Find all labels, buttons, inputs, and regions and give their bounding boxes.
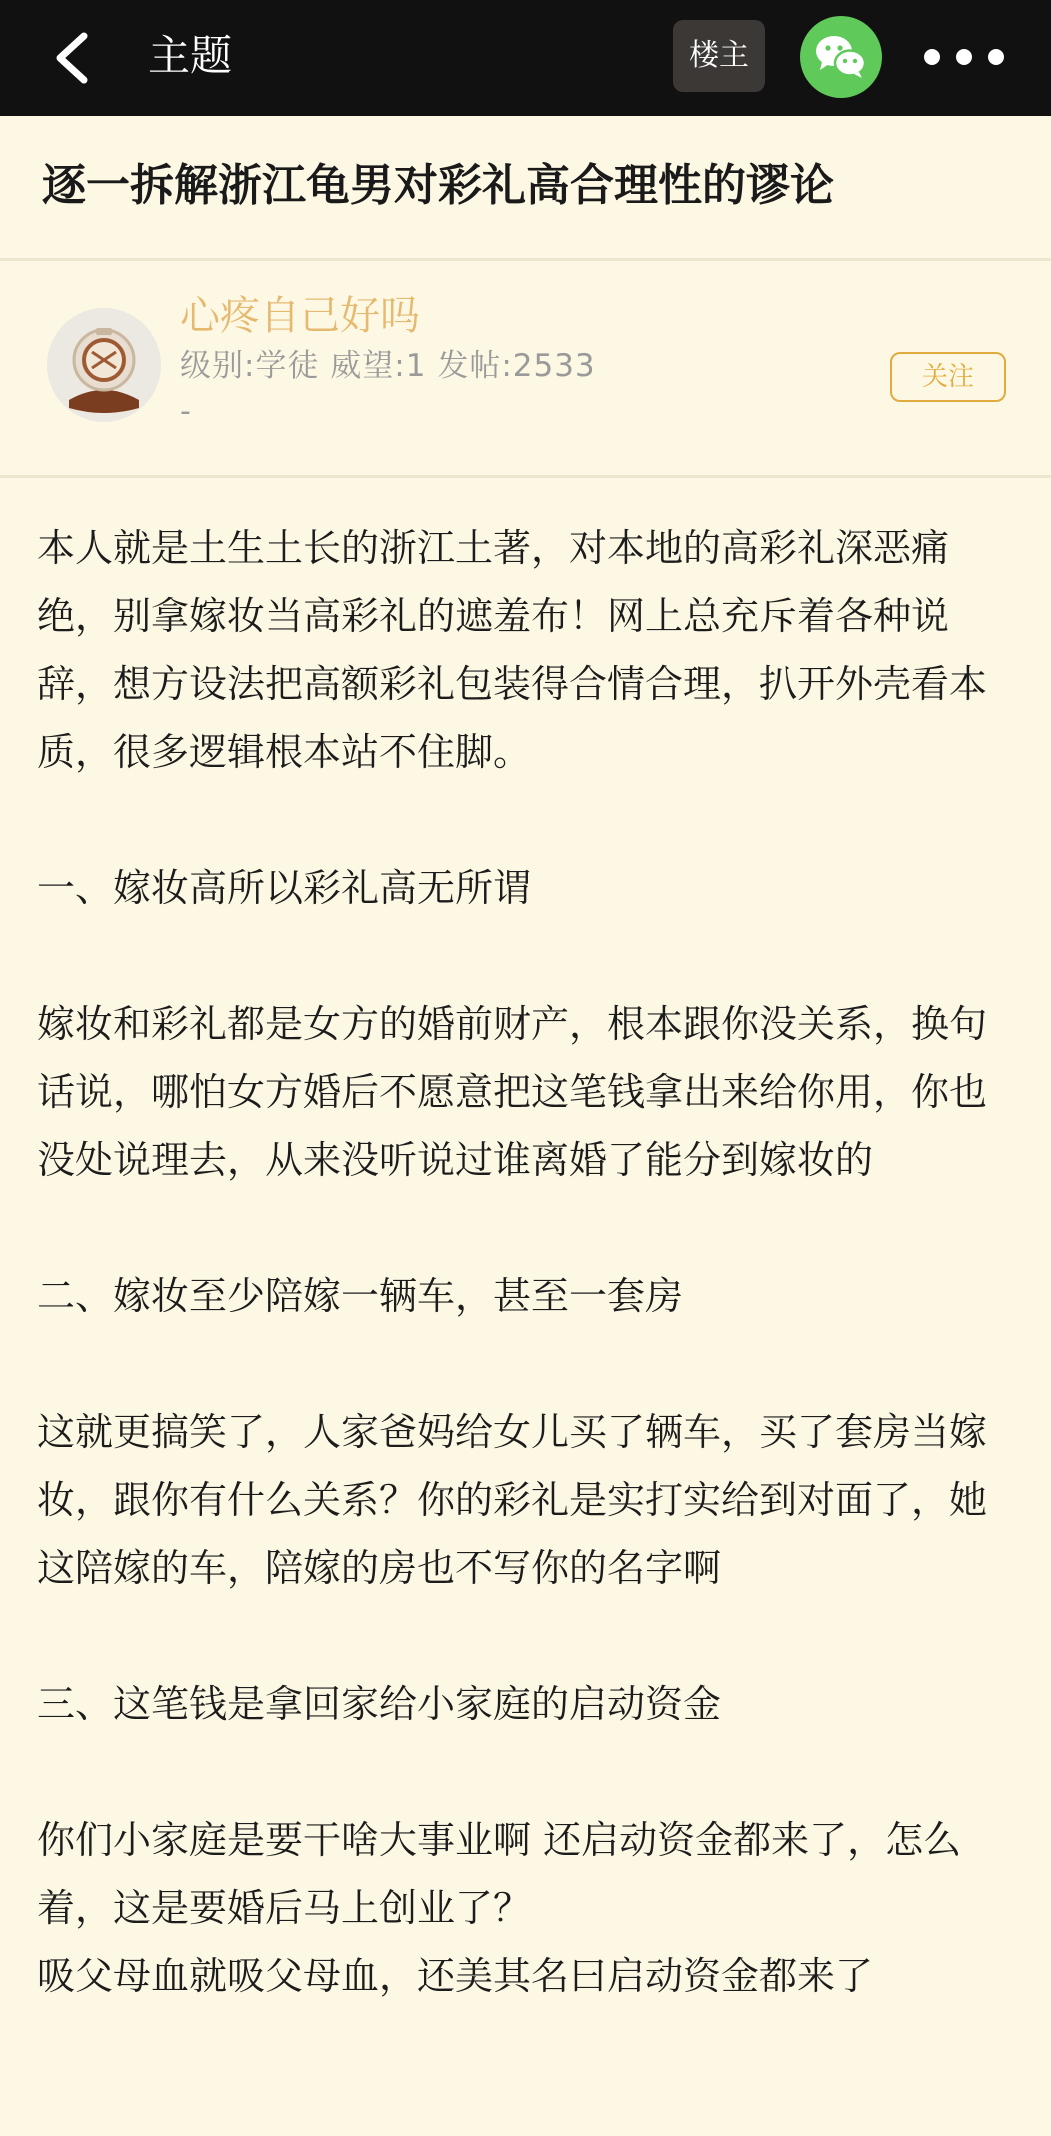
back-icon[interactable] [48, 30, 98, 86]
title-divider [0, 258, 1051, 261]
author-avatar[interactable] [47, 308, 161, 422]
post-paragraph: 本人就是土生土长的浙江土著，对本地的高彩礼深恶痛绝，别拿嫁妆当高彩礼的遮羞布！网上总充斥着各种说辞，想方设法把高额彩礼包装得合情合理，扒开外壳看本质，很多逻辑根本站不住脚。 [37, 526, 988, 774]
author-divider [0, 475, 1051, 478]
wechat-icon[interactable] [800, 16, 882, 98]
more-options-icon[interactable] [922, 40, 1006, 74]
post-paragraph: 这就更搞笑了，人家爸妈给女儿买了辆车，买了套房当嫁妆，跟你有什么关系？你的彩礼是实打实给到对面了，她这陪嫁的车，陪嫁的房也不写你的名字啊 [37, 1410, 988, 1590]
post-heading: 一、嫁妆高所以彩礼高无所谓 [37, 866, 532, 910]
thread-title: 逐一拆解浙江龟男对彩礼高合理性的谬论 [42, 160, 834, 211]
post-paragraph: 吸父母血就吸父母血，还美其名曰启动资金都来了 [37, 1954, 874, 1998]
post-heading: 二、嫁妆至少陪嫁一辆车，甚至一套房 [37, 1274, 684, 1318]
post-content [37, 514, 1017, 2010]
top-navigation-bar [0, 0, 1051, 116]
post-paragraph: 嫁妆和彩礼都是女方的婚前财产，根本跟你没关系，换句话说，哪怕女方婚后不愿意把这笔钱拿出来给你用，你也没处说理去，从来没听说过谁离婚了能分到嫁妆的 [37, 1002, 988, 1182]
page-bottom [0, 2090, 1051, 2136]
page-title: 主题 [148, 31, 233, 80]
author-name[interactable]: 心疼自己好吗 [180, 293, 420, 339]
author-signature: - [180, 394, 191, 429]
author-stats: 级别:学徒 威望:1 发帖:2533 [180, 348, 596, 384]
post-heading: 三、这笔钱是拿回家给小家庭的启动资金 [37, 1682, 722, 1726]
post-paragraph: 你们小家庭是要干啥大事业啊 还启动资金都来了，怎么着，这是要婚后马上创业了？ [37, 1818, 962, 1930]
op-only-button[interactable]: 楼主 [673, 20, 765, 92]
follow-button[interactable]: 关注 [890, 352, 1006, 402]
